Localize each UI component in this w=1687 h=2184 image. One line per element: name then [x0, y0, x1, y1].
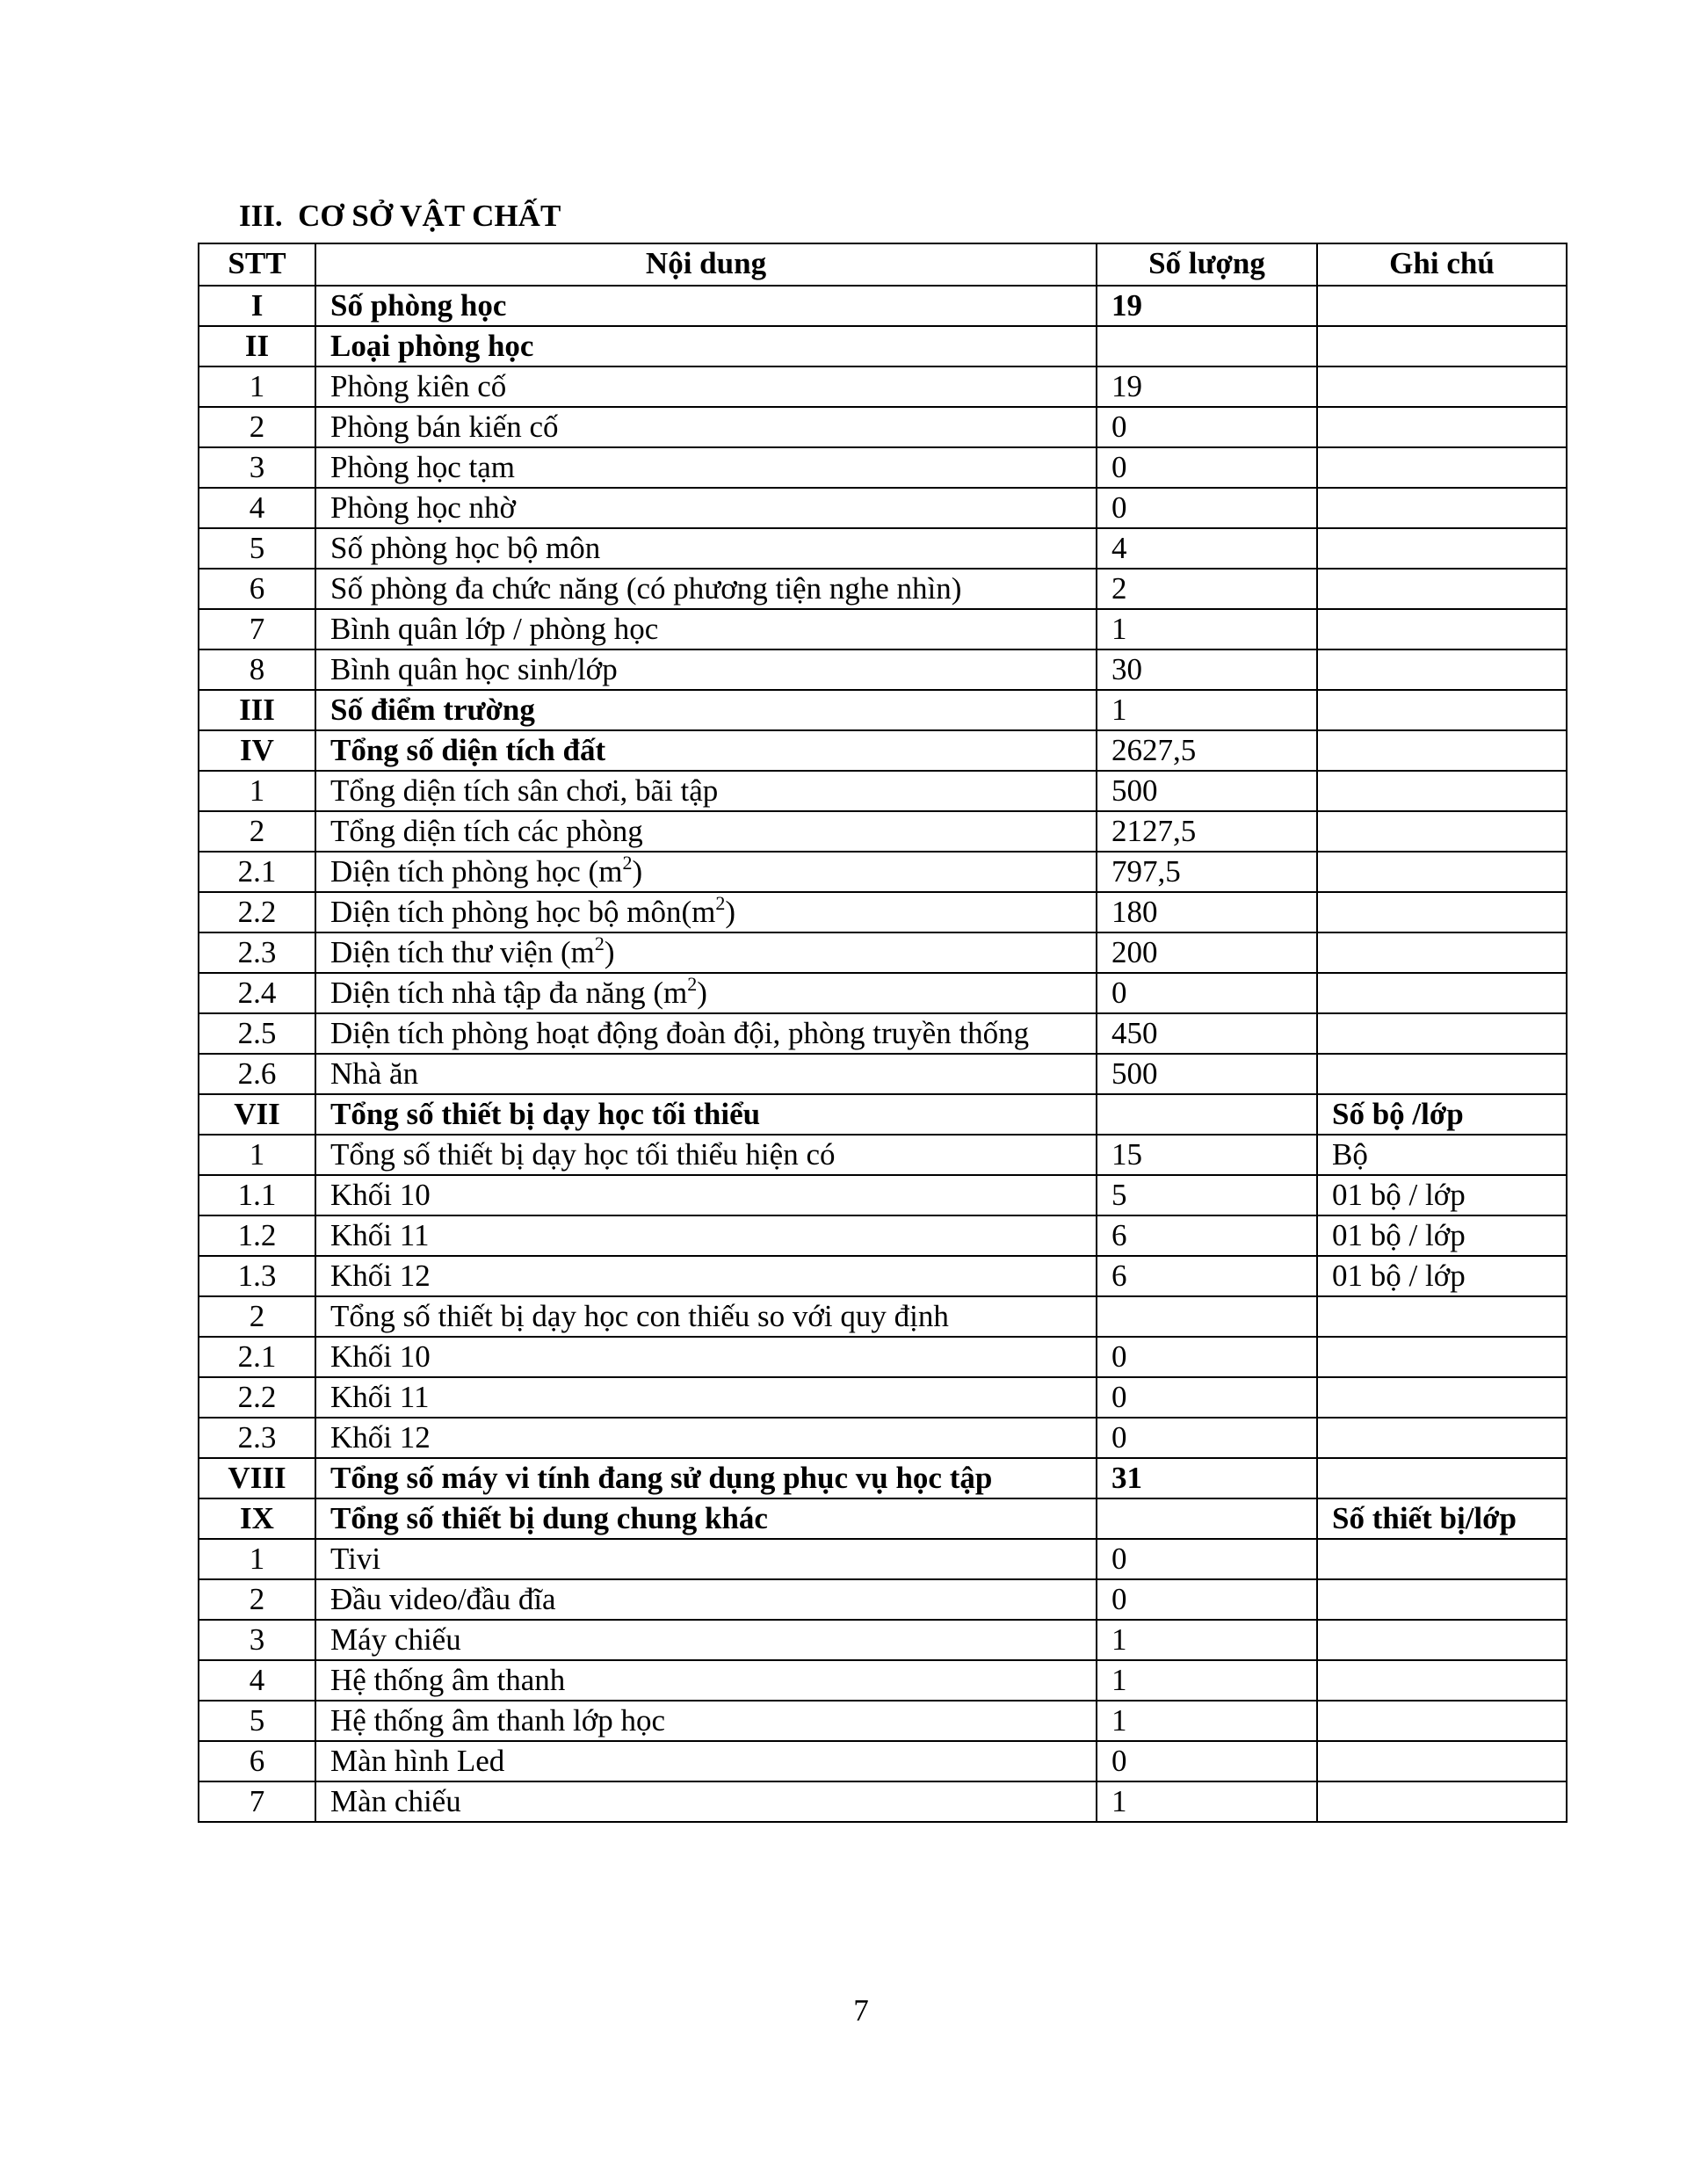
table-row [199, 1620, 1567, 1660]
cell-quantity: 1 [1097, 1620, 1317, 1660]
cell-note: 01 bộ / lớp [1317, 1215, 1567, 1256]
cell-stt: 5 [199, 528, 315, 569]
cell-stt: 2.1 [199, 1337, 315, 1377]
cell-content: Số phòng đa chức năng (có phương tiện nghe nhìn) [315, 569, 1097, 609]
content-text: Diện tích nhà tập đa năng (m [330, 976, 688, 1010]
table-row [199, 1013, 1567, 1054]
table-row [199, 1175, 1567, 1215]
cell-quantity [1097, 1498, 1317, 1539]
table-row [199, 1296, 1567, 1337]
cell-quantity: 0 [1097, 488, 1317, 528]
cell-quantity: 450 [1097, 1013, 1317, 1054]
cell-stt: 1 [199, 1135, 315, 1175]
cell-stt: VIII [199, 1458, 315, 1498]
cell-quantity: 6 [1097, 1215, 1317, 1256]
cell-stt: I [199, 286, 315, 326]
cell-quantity: 200 [1097, 932, 1317, 973]
cell-note [1317, 730, 1567, 771]
header-content: Nội dung [315, 243, 1097, 286]
cell-quantity [1097, 1296, 1317, 1337]
cell-stt: 6 [199, 569, 315, 609]
table-row [199, 286, 1567, 326]
cell-note [1317, 1013, 1567, 1054]
cell-content: Khối 12 [315, 1256, 1097, 1296]
cell-quantity: 500 [1097, 1054, 1317, 1094]
cell-stt: 2.2 [199, 892, 315, 932]
cell-quantity: 0 [1097, 1377, 1317, 1418]
superscript: 2 [687, 973, 698, 995]
cell-content: Hệ thống âm thanh lớp học [315, 1701, 1097, 1741]
cell-stt: 1.1 [199, 1175, 315, 1215]
cell-note [1317, 690, 1567, 730]
cell-stt: VII [199, 1094, 315, 1135]
cell-quantity: 0 [1097, 1741, 1317, 1781]
cell-note [1317, 1539, 1567, 1579]
header-stt: STT [199, 243, 315, 286]
cell-note [1317, 1458, 1567, 1498]
cell-quantity: 0 [1097, 447, 1317, 488]
page-number: 7 [853, 1993, 869, 2028]
table-row [199, 1377, 1567, 1418]
cell-note [1317, 1579, 1567, 1620]
cell-note [1317, 1781, 1567, 1822]
table-row [199, 852, 1567, 892]
cell-content: Tổng diện tích sân chơi, bãi tập [315, 771, 1097, 811]
table-row [199, 1215, 1567, 1256]
cell-content: Khối 10 [315, 1175, 1097, 1215]
table-row [199, 892, 1567, 932]
cell-quantity: 0 [1097, 1539, 1317, 1579]
cell-quantity: 0 [1097, 1337, 1317, 1377]
cell-content [315, 932, 1097, 973]
superscript: 2 [594, 932, 605, 954]
table-row [199, 649, 1567, 690]
cell-note [1317, 326, 1567, 366]
content-suffix: ) [725, 895, 736, 929]
content-suffix: ) [604, 935, 615, 969]
cell-quantity: 15 [1097, 1135, 1317, 1175]
table-row [199, 1054, 1567, 1094]
cell-content: Phòng học nhờ [315, 488, 1097, 528]
cell-content: Tổng số thiết bị dạy học tối thiểu [315, 1094, 1097, 1135]
section-title: III. CƠ SỞ VẬT CHẤT [239, 199, 561, 233]
cell-stt: 2 [199, 811, 315, 852]
cell-stt: IV [199, 730, 315, 771]
cell-quantity: 30 [1097, 649, 1317, 690]
cell-note [1317, 1418, 1567, 1458]
cell-quantity: 4 [1097, 528, 1317, 569]
cell-content: Số phòng học bộ môn [315, 528, 1097, 569]
cell-note [1317, 407, 1567, 447]
superscript: 2 [622, 852, 633, 874]
table-row [199, 1337, 1567, 1377]
cell-quantity: 19 [1097, 286, 1317, 326]
cell-note [1317, 1337, 1567, 1377]
cell-quantity: 6 [1097, 1256, 1317, 1296]
table-row [199, 609, 1567, 649]
cell-note [1317, 932, 1567, 973]
cell-content: Tổng số thiết bị dạy học con thiếu so với quy định [315, 1296, 1097, 1337]
cell-stt: 2 [199, 407, 315, 447]
cell-content: Khối 11 [315, 1215, 1097, 1256]
content-suffix: ) [697, 976, 707, 1010]
cell-content: Khối 10 [315, 1337, 1097, 1377]
cell-stt: 2 [199, 1296, 315, 1337]
table-row [199, 1458, 1567, 1498]
cell-quantity: 1 [1097, 609, 1317, 649]
table-header-row [199, 243, 1567, 286]
cell-note [1317, 609, 1567, 649]
cell-content: Tổng diện tích các phòng [315, 811, 1097, 852]
cell-quantity: 1 [1097, 1781, 1317, 1822]
cell-note [1317, 1660, 1567, 1701]
cell-note: Số thiết bị/lớp [1317, 1498, 1567, 1539]
cell-note [1317, 1741, 1567, 1781]
table-row [199, 1741, 1567, 1781]
facilities-table [198, 243, 1568, 1823]
cell-content [315, 973, 1097, 1013]
table-row [199, 1660, 1567, 1701]
cell-note [1317, 649, 1567, 690]
cell-quantity [1097, 326, 1317, 366]
table-row [199, 1781, 1567, 1822]
cell-stt: 4 [199, 1660, 315, 1701]
content-suffix: ) [632, 854, 643, 889]
superscript: 2 [715, 892, 726, 914]
table-body [199, 286, 1567, 1822]
cell-stt: 7 [199, 1781, 315, 1822]
table-row [199, 366, 1567, 407]
cell-stt: 8 [199, 649, 315, 690]
cell-content [315, 892, 1097, 932]
table-row [199, 1701, 1567, 1741]
table-row [199, 973, 1567, 1013]
cell-content: Bình quân lớp / phòng học [315, 609, 1097, 649]
table-row [199, 730, 1567, 771]
header-quantity: Số lượng [1097, 243, 1317, 286]
table-row [199, 1418, 1567, 1458]
cell-stt: 2.2 [199, 1377, 315, 1418]
cell-content: Tổng số máy vi tính đang sử dụng phục vụ học tập [315, 1458, 1097, 1498]
cell-stt: 2.5 [199, 1013, 315, 1054]
cell-quantity: 1 [1097, 690, 1317, 730]
cell-note [1317, 1054, 1567, 1094]
cell-note [1317, 1296, 1567, 1337]
cell-stt: 1 [199, 1539, 315, 1579]
table-row [199, 1135, 1567, 1175]
cell-content: Loại phòng học [315, 326, 1097, 366]
cell-note [1317, 488, 1567, 528]
table-row [199, 771, 1567, 811]
cell-quantity: 5 [1097, 1175, 1317, 1215]
cell-quantity: 180 [1097, 892, 1317, 932]
table-row [199, 1256, 1567, 1296]
cell-content: Khối 11 [315, 1377, 1097, 1418]
cell-content: Hệ thống âm thanh [315, 1660, 1097, 1701]
cell-quantity: 797,5 [1097, 852, 1317, 892]
header-note: Ghi chú [1317, 243, 1567, 286]
table-row [199, 1498, 1567, 1539]
cell-note [1317, 569, 1567, 609]
cell-note [1317, 852, 1567, 892]
cell-content: Khối 12 [315, 1418, 1097, 1458]
cell-content [315, 852, 1097, 892]
cell-stt: 4 [199, 488, 315, 528]
cell-note [1317, 528, 1567, 569]
cell-quantity: 2 [1097, 569, 1317, 609]
cell-note [1317, 366, 1567, 407]
table-row [199, 1579, 1567, 1620]
table-row [199, 407, 1567, 447]
cell-quantity: 19 [1097, 366, 1317, 407]
cell-stt: 1.3 [199, 1256, 315, 1296]
cell-content: Tổng số diện tích đất [315, 730, 1097, 771]
cell-note [1317, 286, 1567, 326]
cell-content: Máy chiếu [315, 1620, 1097, 1660]
cell-stt: 7 [199, 609, 315, 649]
cell-quantity: 1 [1097, 1701, 1317, 1741]
cell-content: Tổng số thiết bị dung chung khác [315, 1498, 1097, 1539]
cell-quantity: 0 [1097, 973, 1317, 1013]
cell-note [1317, 892, 1567, 932]
cell-quantity: 2627,5 [1097, 730, 1317, 771]
table-row [199, 932, 1567, 973]
cell-note [1317, 447, 1567, 488]
cell-note: 01 bộ / lớp [1317, 1256, 1567, 1296]
cell-note: Bộ [1317, 1135, 1567, 1175]
table-row [199, 811, 1567, 852]
cell-stt: 3 [199, 1620, 315, 1660]
cell-note: Số bộ /lớp [1317, 1094, 1567, 1135]
cell-stt: 2.3 [199, 1418, 315, 1458]
cell-quantity: 1 [1097, 1660, 1317, 1701]
cell-content: Phòng kiên cố [315, 366, 1097, 407]
cell-stt: III [199, 690, 315, 730]
table-row [199, 1539, 1567, 1579]
cell-stt: 2.3 [199, 932, 315, 973]
cell-note [1317, 1701, 1567, 1741]
table-row [199, 326, 1567, 366]
cell-content: Số phòng học [315, 286, 1097, 326]
cell-stt: 1 [199, 771, 315, 811]
cell-stt: 3 [199, 447, 315, 488]
cell-quantity: 31 [1097, 1458, 1317, 1498]
cell-quantity: 0 [1097, 407, 1317, 447]
cell-content: Bình quân học sinh/lớp [315, 649, 1097, 690]
cell-content: Đầu video/đầu đĩa [315, 1579, 1097, 1620]
cell-stt: 5 [199, 1701, 315, 1741]
cell-note [1317, 1377, 1567, 1418]
cell-note [1317, 973, 1567, 1013]
cell-stt: 1.2 [199, 1215, 315, 1256]
cell-stt: II [199, 326, 315, 366]
cell-content: Diện tích phòng hoạt động đoàn đội, phòng truyền thống [315, 1013, 1097, 1054]
table-row [199, 528, 1567, 569]
cell-content: Nhà ăn [315, 1054, 1097, 1094]
cell-content: Tivi [315, 1539, 1097, 1579]
cell-quantity: 0 [1097, 1579, 1317, 1620]
cell-stt: 2 [199, 1579, 315, 1620]
cell-stt: 2.1 [199, 852, 315, 892]
cell-content: Phòng học tạm [315, 447, 1097, 488]
content-text: Diện tích phòng học bộ môn(m [330, 895, 716, 929]
content-text: Diện tích phòng học (m [330, 854, 623, 889]
cell-stt: 2.4 [199, 973, 315, 1013]
table-row [199, 488, 1567, 528]
cell-note: 01 bộ / lớp [1317, 1175, 1567, 1215]
cell-quantity: 500 [1097, 771, 1317, 811]
cell-quantity [1097, 1094, 1317, 1135]
cell-stt: 2.6 [199, 1054, 315, 1094]
cell-stt: 1 [199, 366, 315, 407]
cell-note [1317, 811, 1567, 852]
cell-quantity: 2127,5 [1097, 811, 1317, 852]
cell-quantity: 0 [1097, 1418, 1317, 1458]
table-row [199, 690, 1567, 730]
table-row [199, 569, 1567, 609]
cell-content: Màn hình Led [315, 1741, 1097, 1781]
cell-content: Màn chiếu [315, 1781, 1097, 1822]
content-text: Diện tích thư viện (m [330, 935, 595, 969]
cell-note [1317, 771, 1567, 811]
cell-content: Số điểm trường [315, 690, 1097, 730]
cell-stt: IX [199, 1498, 315, 1539]
table-row [199, 1094, 1567, 1135]
cell-note [1317, 1620, 1567, 1660]
table-row [199, 447, 1567, 488]
cell-content: Phòng bán kiến cố [315, 407, 1097, 447]
cell-content: Tổng số thiết bị dạy học tối thiểu hiện có [315, 1135, 1097, 1175]
cell-stt: 6 [199, 1741, 315, 1781]
